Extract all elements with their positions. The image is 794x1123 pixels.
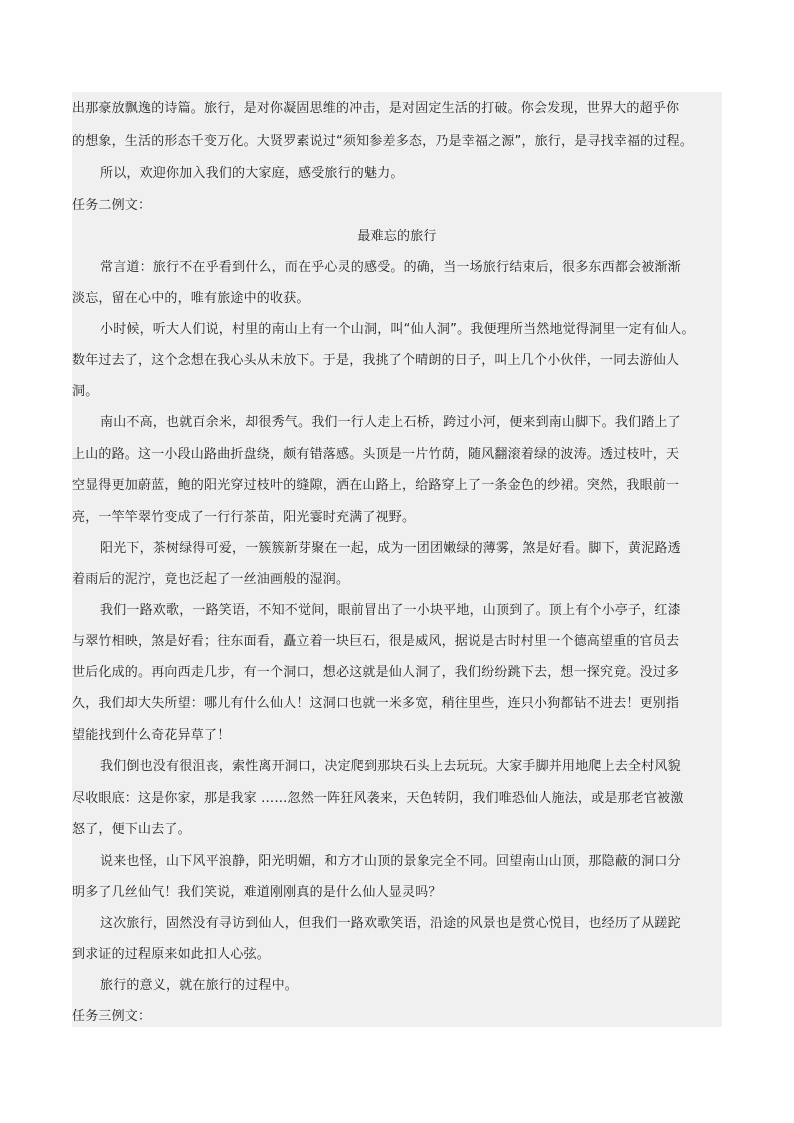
text-line: 出那豪放飘逸的诗篇。旅行，是对你凝固思维的冲击，是对固定生活的打破。你会发现，世界大的超乎你 [72, 101, 680, 116]
text-line: 与翠竹相映，煞是好看；往东面看，矗立着一块巨石，很是威风，据说是古时村里一个德高望重的官员去 [72, 634, 680, 649]
text-line: 南山不高，也就百余米，却很秀气。我们一行人走上石桥，跨过小河，便来到南山脚下。我们踏上了 [100, 415, 681, 430]
text-line: 我们一路欢歌，一路笑语，不知不觉间，眼前冒出了一小块平地，山顶到了。顶上有个小亭子，红漆 [100, 603, 681, 618]
text-line: 洞。 [72, 384, 99, 399]
essay-title: 最难忘的旅行 [357, 229, 437, 244]
section-heading: 任务三例文： [72, 1009, 152, 1024]
text-line: 亮，一竿竿翠竹变成了一行行茶苗，阳光霎时充满了视野。 [72, 510, 416, 525]
text-line: 阳光下，茶树绿得可爱，一簇簇新芽聚在一起，成为一团团嫩绿的薄雾，煞是好看。脚下，黄泥路透 [100, 541, 681, 556]
text-line: 上山的路。这一小段山路曲折盘绕，颇有错落感。头顶是一片竹荫，随风翻滚着绿的波涛。透过枝叶，天 [72, 447, 680, 462]
text-line: 的想象，生活的形态千变万化。大贤罗素说过“须知参差多态，乃是幸福之源”，旅行，是寻找幸福的过程。 [72, 134, 694, 149]
text-line: 淡忘，留在心中的，唯有旅途中的收获。 [72, 291, 310, 306]
text-line: 着雨后的泥泞，竟也泛起了一丝油画般的湿润。 [72, 572, 350, 587]
text-line: 尽收眼底：这是你家，那是我家 ……忽然一阵狂风袭来，天色转阴，我们唯恐仙人施法，或是那老官被激 [72, 791, 684, 806]
text-line: 所以，欢迎你加入我们的大家庭，感受旅行的魅力。 [100, 166, 404, 181]
section-heading: 任务二例文： [72, 198, 152, 213]
text-line: 到求证的过程原来如此扣人心弦。 [72, 947, 271, 962]
text-line: 我们倒也没有很沮丧，索性离开洞口，决定爬到那块石头上去玩玩。大家手脚并用地爬上去全村风貌 [100, 759, 681, 774]
text-line: 这次旅行，固然没有寻访到仙人，但我们一路欢歌笑语，沿途的风景也是赏心悦目，也经历了从蹉跎 [100, 916, 681, 931]
text-line: 空显得更加蔚蓝，鲍的阳光穿过枝叶的缝隙，洒在山路上，给路穿上了一条金色的纱裙。突然，我眼前一 [72, 478, 680, 493]
text-line: 久，我们却大失所望：哪儿有什么仙人！这洞口也就一米多宽，稍往里些，连只小狗都钻不进去！更别指 [72, 696, 680, 711]
text-line: 常言道：旅行不在乎看到什么，而在乎心灵的感受。的确，当一场旅行结束后，很多东西都会被渐渐 [100, 260, 681, 275]
text-line: 怒了，便下山去了。 [72, 822, 191, 837]
text-line: 旅行的意义，就在旅行的过程中。 [100, 978, 299, 993]
text-line: 数年过去了，这个念想在我心头从未放下。于是，我挑了个晴朗的日子，叫上几个小伙伴，一同去游仙人 [72, 353, 680, 368]
text-line: 明多了几丝仙气！我们笑说，难道刚刚真的是什么仙人显灵吗？ [72, 885, 442, 900]
text-line: 说来也怪，山下风平浪静，阳光明媚，和方才山顶的景象完全不同。回望南山山顶，那隐蔽的洞口分 [100, 854, 681, 869]
text-line: 世后化成的。再向西走几步，有一个洞口，想必这就是仙人洞了，我们纷纷跳下去，想一探究竟。没过多 [72, 665, 680, 680]
text-line: 小时候，听大人们说，村里的南山上有一个山洞，叫“仙人洞”。我便理所当然地觉得洞里一定有仙人。 [100, 322, 695, 337]
text-line: 望能找到什么奇花异草了！ [72, 728, 231, 743]
